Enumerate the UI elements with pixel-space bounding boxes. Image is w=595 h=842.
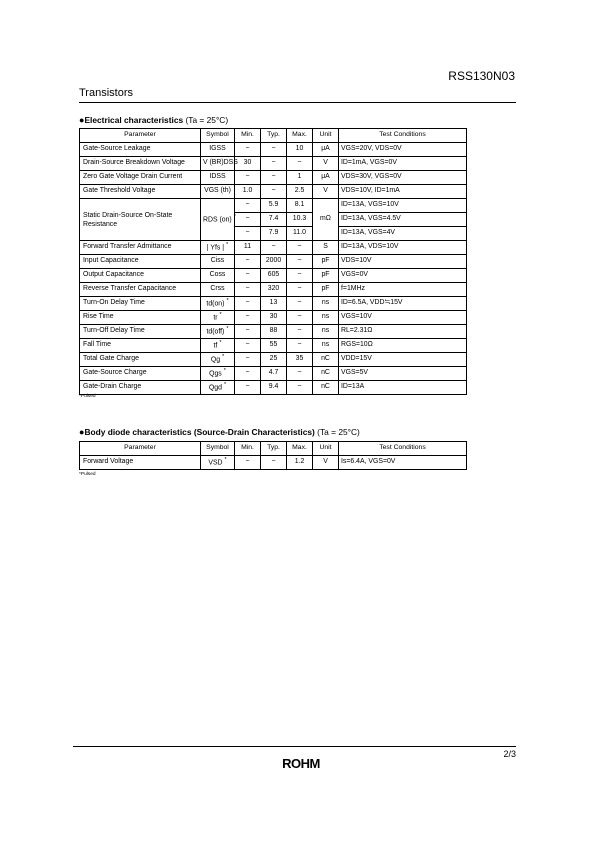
typ-cell: − [261,241,287,255]
table-row [80,339,467,353]
header-rule [79,102,516,103]
unit-cell: mΩ [313,199,339,241]
column-header: Unit [313,442,339,456]
max-cell: − [287,325,313,339]
footnote-pulsed: *Pulsed [79,394,96,399]
min-cell: − [235,381,261,395]
parameter-cell: Forward Voltage [80,456,201,470]
typ-cell: 88 [261,325,287,339]
unit-cell: S [313,241,339,255]
electrical-characteristics-table [79,128,467,395]
max-cell: − [287,367,313,381]
min-cell: 30 [235,157,261,171]
table-row [80,255,467,269]
bullet-icon: ● [79,115,85,125]
pulsed-marker: * [226,241,229,248]
parameter-cell: Total Gate Charge [80,353,201,367]
symbol-text: td(off) [206,328,225,336]
min-cell: 1.0 [235,185,261,199]
unit-cell: ns [313,339,339,353]
pulsed-marker: * [226,297,229,304]
pulsed-marker: * [223,367,226,374]
pulsed-marker: * [233,213,236,220]
symbol-cell [201,283,235,297]
min-cell: − [235,213,261,227]
max-cell: 10 [287,143,313,157]
column-header: Symbol [201,129,235,143]
symbol-text: Crss [210,285,225,293]
condition-cell: ID=13A, VGS=10V [339,199,467,213]
footnote-pulsed: *Pulsed [79,472,96,477]
symbol-text: Qgs [209,370,222,378]
min-cell: − [235,456,261,470]
pulsed-marker: * [219,339,222,346]
bullet-icon: ● [79,427,85,437]
pulsed-marker: * [224,456,227,463]
table-row [80,185,467,199]
typ-cell: 7.4 [261,213,287,227]
table-row [80,297,467,311]
section-condition: (Ta = 25°C) [317,427,360,437]
typ-cell: 605 [261,269,287,283]
column-header: Min. [235,442,261,456]
unit-cell: pF [313,255,339,269]
typ-cell: 9.4 [261,381,287,395]
symbol-text: Qg [210,356,221,364]
section-condition: (Ta = 25°C) [185,115,229,125]
min-cell: − [235,171,261,185]
section-heading: Electrical characteristics [84,115,184,125]
symbol-cell [201,269,235,283]
symbol-text: tr [213,314,218,322]
symbol-cell [201,339,235,353]
max-cell: 1 [287,171,313,185]
table-row [80,283,467,297]
column-header: Test Conditions [339,442,467,456]
symbol-text: VGS (th) [204,187,231,195]
parameter-cell: Gate-Drain Charge [80,381,201,395]
table-row [80,157,467,171]
typ-cell: 5.9 [261,199,287,213]
pulsed-marker: * [219,311,222,318]
symbol-cell [201,171,235,185]
symbol-cell [201,297,235,311]
parameter-cell: Turn-On Delay Time [80,297,201,311]
max-cell: − [287,269,313,283]
table-row [80,199,467,213]
parameter-cell: Output Capacitance [80,269,201,283]
unit-cell: ns [313,311,339,325]
min-cell: − [235,325,261,339]
symbol-text: V (BR)DSS [203,159,238,167]
column-header: Symbol [201,442,235,456]
min-cell: − [235,297,261,311]
max-cell: − [287,381,313,395]
condition-cell: VDS=10V [339,255,467,269]
table-row [80,143,467,157]
condition-cell: ID=13A, VGS=4.5V [339,213,467,227]
typ-cell: 25 [261,353,287,367]
min-cell: − [235,227,261,241]
symbol-cell [201,381,235,395]
typ-cell: − [261,171,287,185]
symbol-cell [201,325,235,339]
unit-cell: nC [313,353,339,367]
condition-cell: VGS=10V [339,311,467,325]
symbol-cell [201,185,235,199]
symbol-cell [201,255,235,269]
symbol-text: tf [213,342,218,350]
unit-cell: nC [313,367,339,381]
parameter-cell: Gate-Source Leakage [80,143,201,157]
condition-cell: ID=6.5A, VDD≒15V [339,297,467,311]
condition-cell: VGS=5V [339,367,467,381]
symbol-cell [201,241,235,255]
parameter-cell: Fall Time [80,339,201,353]
table-row [80,325,467,339]
typ-cell: 55 [261,339,287,353]
symbol-text: IDSS [209,173,226,181]
condition-cell: ID=13A, VDS=10V [339,241,467,255]
parameter-cell: Rise Time [80,311,201,325]
pulsed-marker: * [226,325,229,332]
page-number: 2/3 [503,749,516,759]
symbol-cell [201,367,235,381]
parameter-cell: Gate Threshold Voltage [80,185,201,199]
min-cell: − [235,353,261,367]
unit-cell: V [313,157,339,171]
unit-cell: V [313,456,339,470]
column-header: Parameter [80,129,201,143]
table-row [80,353,467,367]
svg-text:ROHM: ROHM [282,756,320,771]
parameter-cell: Forward Transfer Admittance [80,241,201,255]
max-cell: 35 [287,353,313,367]
condition-cell: VDD=15V [339,353,467,367]
condition-cell: VDS=30V, VGS=0V [339,171,467,185]
table-row [80,456,467,470]
column-header: Parameter [80,442,201,456]
symbol-text: | Yfs | [206,244,225,252]
symbol-text: IGSS [209,145,226,153]
symbol-cell [201,456,235,470]
symbol-cell [201,311,235,325]
max-cell: 2.5 [287,185,313,199]
max-cell: 11.0 [287,227,313,241]
unit-cell: nC [313,381,339,395]
min-cell: − [235,283,261,297]
typ-cell: 7.9 [261,227,287,241]
min-cell: − [235,339,261,353]
symbol-text: Ciss [210,257,225,265]
symbol-text: VSD [208,459,223,467]
condition-cell: VGS=20V, VDS=0V [339,143,467,157]
symbol-text: Coss [209,271,226,279]
symbol-cell [201,143,235,157]
typ-cell: 13 [261,297,287,311]
table-row [80,311,467,325]
rohm-logo-graphic [276,756,326,770]
max-cell: − [287,297,313,311]
column-header: Min. [235,129,261,143]
parameter-cell: Static Drain-Source On-State Resistance [80,199,201,241]
unit-cell: μA [313,171,339,185]
symbol-text: Qgd [208,384,222,392]
condition-cell: VDS=10V, ID=1mA [339,185,467,199]
table-row [80,367,467,381]
typ-cell: − [261,143,287,157]
condition-cell: ID=1mA, VGS=0V [339,157,467,171]
min-cell: − [235,269,261,283]
typ-cell: 4.7 [261,367,287,381]
max-cell: 8.1 [287,199,313,213]
body-diode-table [79,441,467,470]
symbol-text: RDS (on) [203,216,232,224]
parameter-cell: Turn-Off Delay Time [80,325,201,339]
condition-cell: ID=13A [339,381,467,395]
condition-cell: f=1MHz [339,283,467,297]
parameter-cell: Zero Gate Voltage Drain Current [80,171,201,185]
symbol-cell [201,199,235,241]
column-header: Max. [287,129,313,143]
condition-cell: ID=13A, VGS=4V [339,227,467,241]
min-cell: 11 [235,241,261,255]
column-header: Unit [313,129,339,143]
condition-cell: RL=2.31Ω [339,325,467,339]
max-cell: − [287,311,313,325]
max-cell: − [287,241,313,255]
typ-cell: − [261,456,287,470]
section-title-electrical [79,115,228,125]
rohm-logo [276,756,326,775]
document-category: Transistors [79,87,133,99]
section-heading: Body diode characteristics (Source-Drain Characteristics) [84,427,315,437]
parameter-cell: Input Capacitance [80,255,201,269]
parameter-cell: Gate-Source Charge [80,367,201,381]
max-cell: − [287,157,313,171]
parameter-cell: Reverse Transfer Capacitance [80,283,201,297]
min-cell: − [235,199,261,213]
symbol-cell [201,353,235,367]
symbol-text: td(on) [206,300,225,308]
column-header: Typ. [261,442,287,456]
pulsed-marker: * [223,381,227,388]
table-row [80,269,467,283]
typ-cell: − [261,185,287,199]
max-cell: − [287,339,313,353]
unit-cell: pF [313,269,339,283]
section-title-body-diode [79,427,360,437]
column-header: Typ. [261,129,287,143]
condition-cell: RGS=10Ω [339,339,467,353]
max-cell: − [287,255,313,269]
table-header-row [80,129,467,143]
min-cell: − [235,143,261,157]
part-number: RSS130N03 [448,69,515,83]
max-cell: 1.2 [287,456,313,470]
unit-cell: ns [313,325,339,339]
condition-cell: VGS=0V [339,269,467,283]
min-cell: − [235,311,261,325]
parameter-cell: Drain-Source Breakdown Voltage [80,157,201,171]
column-header: Test Conditions [339,129,467,143]
typ-cell: 2000 [261,255,287,269]
unit-cell: μA [313,143,339,157]
typ-cell: − [261,157,287,171]
typ-cell: 30 [261,311,287,325]
typ-cell: 320 [261,283,287,297]
unit-cell: pF [313,283,339,297]
table-row [80,381,467,395]
unit-cell: V [313,185,339,199]
footer-rule [73,746,516,747]
max-cell: 10.3 [287,213,313,227]
symbol-cell [201,157,238,171]
condition-cell: Is=6.4A, VGS=0V [339,456,467,470]
table-row [80,171,467,185]
table-header-row [80,442,467,456]
max-cell: − [287,283,313,297]
min-cell: − [235,367,261,381]
unit-cell: ns [313,297,339,311]
pulsed-marker: * [222,353,225,360]
column-header: Max. [287,442,313,456]
min-cell: − [235,255,261,269]
table-row [80,241,467,255]
